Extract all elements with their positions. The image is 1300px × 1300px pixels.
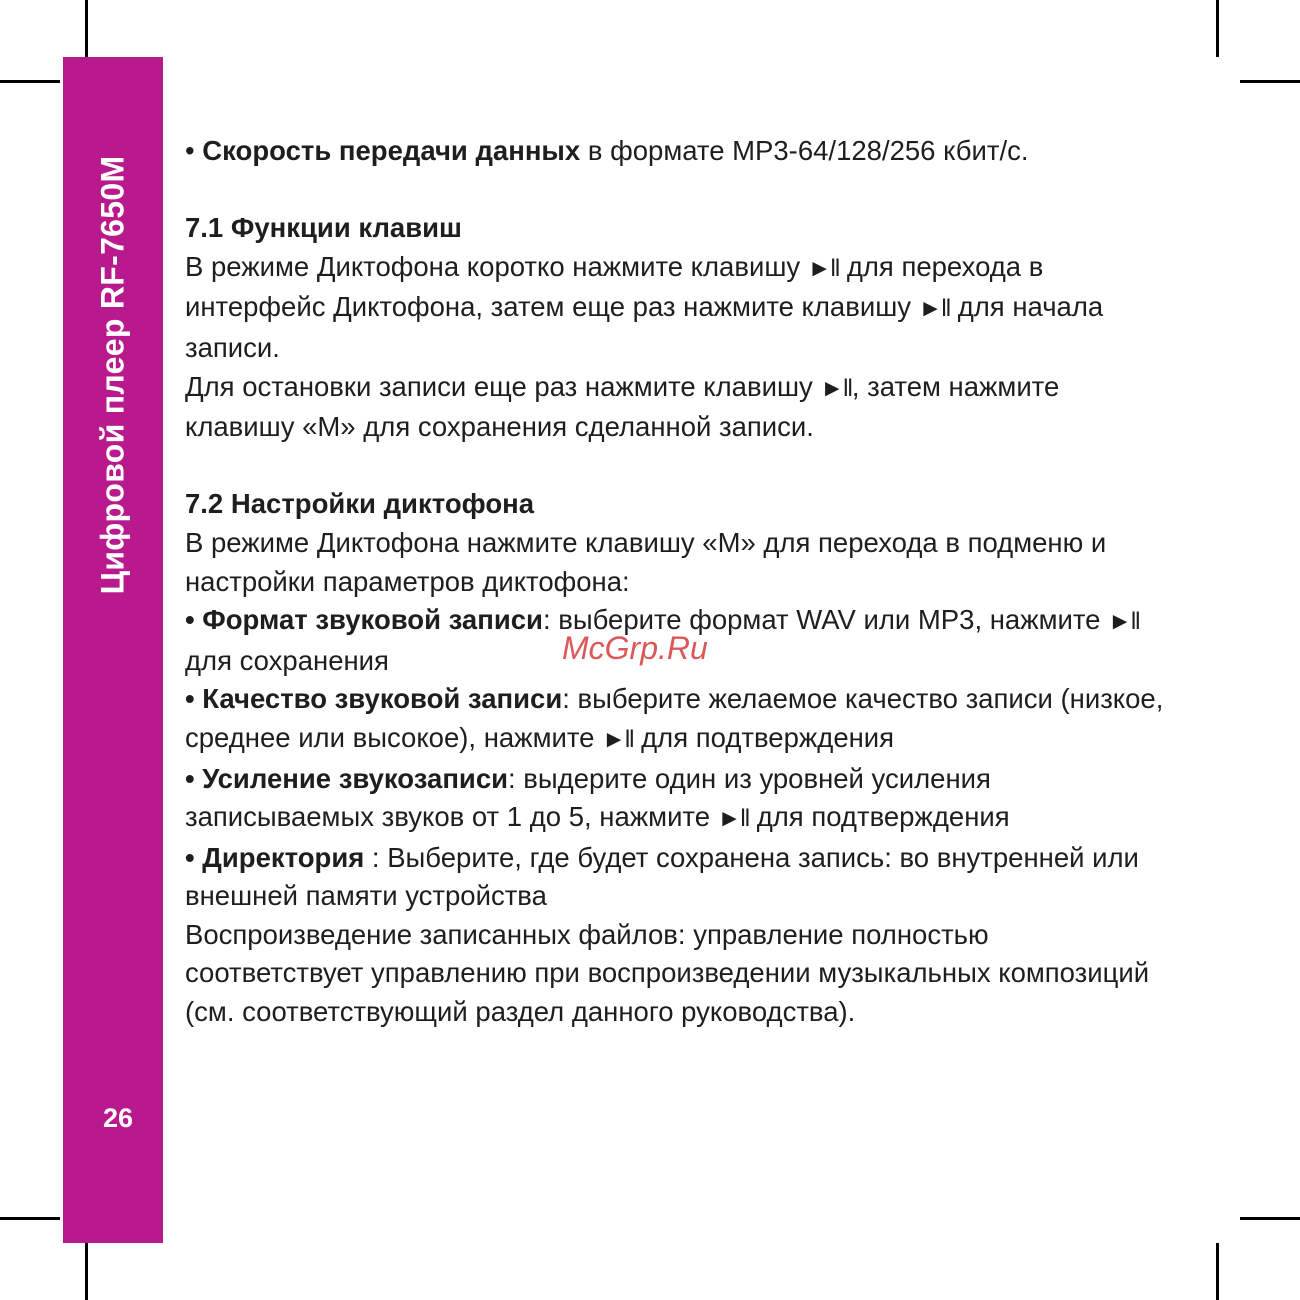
document-body [185,132,1165,1032]
crop-mark-bottom-left-v [85,1243,88,1300]
sidebar-title: Цифровой плеер RF-7650M [94,155,131,595]
watermark-text: McGrp.Ru [562,630,708,666]
section-7-2-intro: В режиме Диктофона нажмите клавишу «M» для перехода в подменю и настройки параметров диктофона: [185,526,1107,597]
crop-mark-bottom-right-h [1240,1217,1300,1220]
list-item-format: • Формат звуковой записи: выберите формат WAV или MP3, нажмите ►ll для сохранения [185,604,1140,676]
play-pause-icon: ►ll [820,374,852,402]
play-pause-icon: ►ll [1108,608,1140,636]
crop-mark-bottom-left-h [0,1217,60,1220]
list-item-directory: • Директория : Выберите, где будет сохранена запись: во внутренней или внешней памяти устройства [185,841,1139,912]
crop-mark-top-left-h [0,80,60,83]
playback-paragraph: Воспроизведение записанных файлов: управление полностью соответствует управлению при воспроизведении музыкальных композиций (см. соответствующий раздел данного руководства). [185,918,1150,1028]
crop-mark-top-left-v [85,0,88,57]
play-pause-icon: ►ll [717,805,750,833]
play-pause-icon: ►ll [602,725,634,753]
section-7-1-paragraph-2: Для остановки записи еще раз нажмите клавишу ►ll, затем нажмите клавишу «M» для сохранения сделанной записи. [185,370,1060,443]
bitrate-paragraph: • Скорость передачи данных в формате MP3-64/128/256 кбит/с. [185,135,1029,166]
bitrate-text: в формате MP3-64/128/256 кбит/с. [580,135,1029,166]
page-number: 26 [102,1103,134,1133]
bitrate-term: Скорость передачи данных [202,135,581,166]
play-pause-icon: ►ll [807,254,840,282]
crop-mark-top-right-v [1216,0,1219,57]
list-item-quality: • Качество звуковой записи: выберите желаемое качество записи (низкое, среднее или высокое), нажмите ►ll для подтверждения [185,683,1164,753]
section-7-2-heading: 7.2 Настройки диктофона [185,488,535,520]
crop-mark-bottom-right-v [1216,1243,1219,1300]
section-7-1-heading: 7.1 Функции клавиш [185,212,462,244]
crop-mark-top-right-h [1240,80,1300,83]
list-item-gain: • Усиление звукозаписи: выдерите один из уровней усиления записываемых звуков от 1 до 5, нажмите ►ll для подтверждения [185,762,1010,833]
section-7-1-paragraph-1: В режиме Диктофона коротко нажмите клавишу ►ll для перехода в интерфейс Диктофона, затем еще раз нажмите клавишу ►ll для начала записи. [185,250,1104,363]
play-pause-icon: ►ll [918,295,951,323]
